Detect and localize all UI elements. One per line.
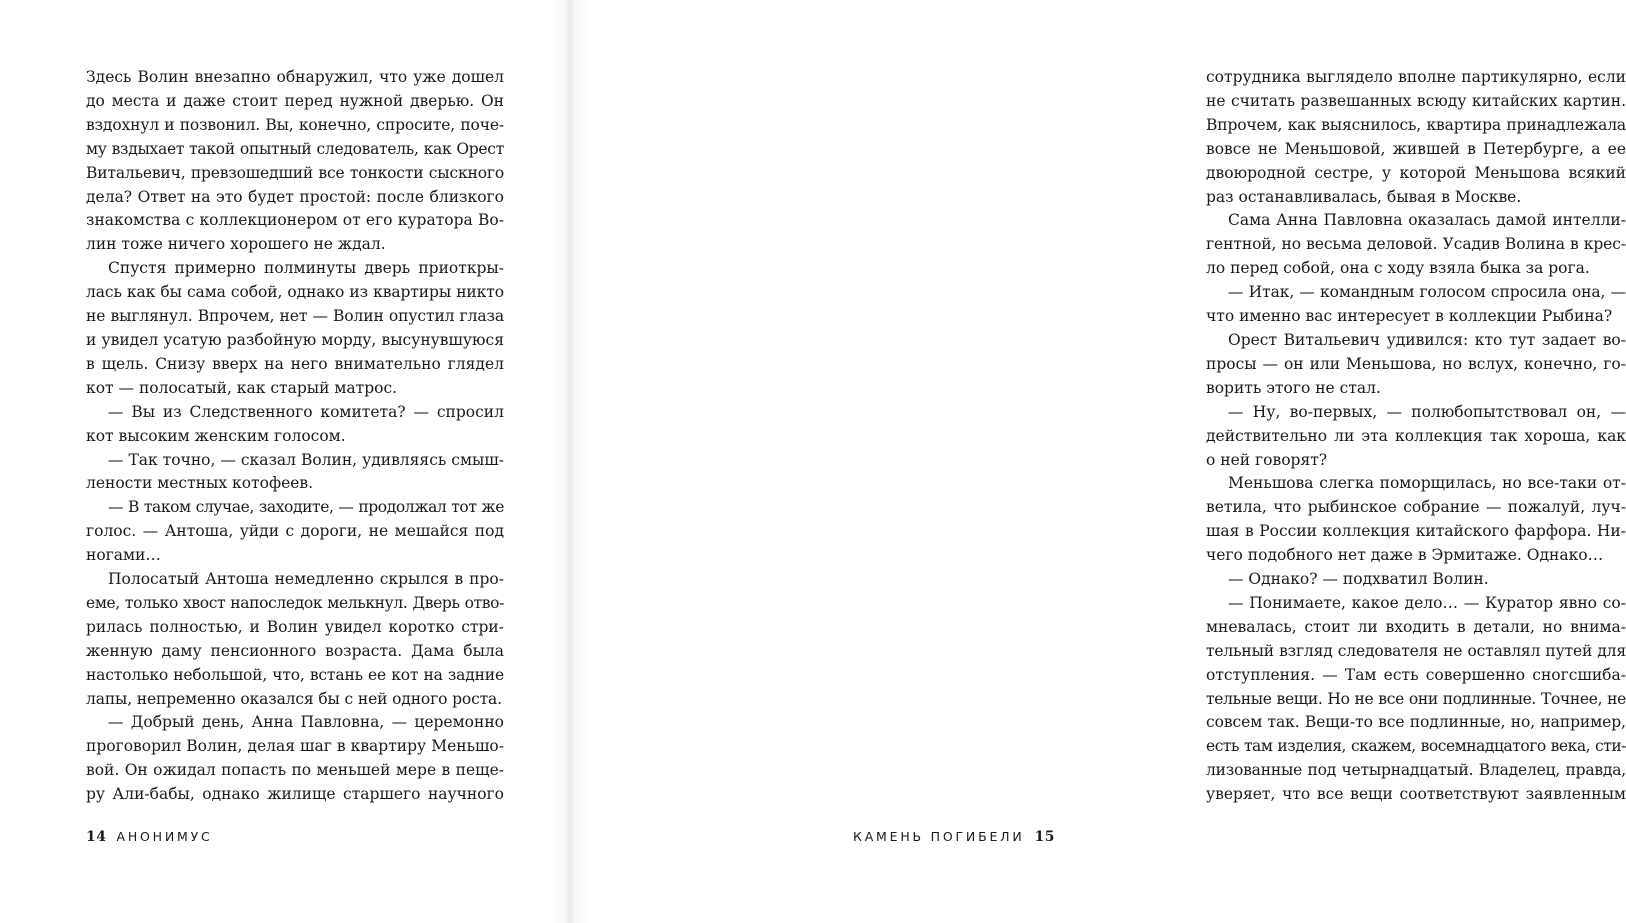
text-line: вой. Он ожидал попасть по меньшей мере в пеще- [86, 761, 504, 780]
right-page-text [1206, 66, 1626, 807]
text-line: есть там изделия, скажем, восемнадцатого века, сти- [1206, 737, 1626, 756]
text-line: уверяет, что все вещи соответствуют заявленным [1206, 785, 1626, 804]
text-line: — Понимаете, какое дело… — Куратор явно со- [1228, 593, 1626, 612]
running-head-title: КАМЕНЬ ПОГИБЕЛИ [853, 829, 1025, 844]
text-line: му вздыхает такой опытный следователь, как Орест [86, 139, 504, 158]
text-line: ногами… [86, 546, 161, 565]
text-line: — Итак, — командным голосом спросила она, — [1228, 283, 1626, 302]
text-line: тельный взгляд следователя не оставлял путей для [1206, 641, 1626, 660]
text-line: в щель. Снизу вверх на него внимательно глядел [86, 354, 504, 373]
page-number: 15 [1034, 829, 1055, 845]
text-line: — В таком случае, заходите, — продолжал тот же [108, 498, 504, 517]
left-page [0, 0, 570, 923]
text-line: не выглянул. Впрочем, нет — Волин опустил глаза [86, 307, 504, 326]
text-line: просы — он или Меньшова, но вслух, конечно, го- [1206, 354, 1626, 373]
text-line: — Добрый день, Анна Павловна, — церемонно [108, 713, 504, 732]
text-line: лась как бы сама собой, однако из квартиры никто [86, 283, 504, 302]
text-line: голос. — Антоша, уйди с дороги, не мешайся под [86, 522, 504, 541]
running-head-author: АНОНИМУС [116, 829, 213, 844]
text-line: — Однако? — подхватил Волин. [1228, 570, 1489, 589]
text-line: шая в России коллекция китайского фарфора. Ни- [1206, 522, 1626, 541]
text-line: Орест Витальевич удивился: кто тут задает во- [1228, 330, 1626, 349]
text-line: лености местных котофеев. [86, 474, 314, 493]
text-line: сотрудника выглядело вполне партикулярно, если [1206, 68, 1626, 86]
text-line: лин тоже ничего хорошего не ждал. [86, 235, 386, 254]
text-line: ру Али-бабы, однако жилище старшего научного [86, 785, 504, 804]
text-line: Спустя примерно полминуты дверь приоткры- [108, 259, 504, 278]
text-line: раз останавливалась, бывая в Москве. [1206, 187, 1522, 206]
text-line: — Ну, во-первых, — полюбопытствовал он, — [1228, 402, 1626, 421]
text-line: действительно ли эта коллекция так хороша, как [1206, 426, 1626, 445]
text-line: чего подобного нет даже в Эрмитаже. Однако… [1206, 546, 1604, 565]
text-line: о ней говорят? [1206, 450, 1328, 469]
text-line: женную даму пенсионного возраста. Дама была [86, 641, 504, 660]
text-line: Впрочем, как выяснилось, квартира принадлежала [1206, 115, 1626, 134]
text-line: до места и даже стоит перед нужной дверью. Он [86, 91, 504, 110]
text-line: знакомства с коллекционером от его куратора Во- [86, 211, 504, 230]
text-line: вздохнул и позвонил. Вы, конечно, спросите, поче- [86, 115, 504, 134]
text-line: тельные вещи. Но не все они подлинные. Точнее, не [1206, 689, 1626, 708]
text-line: еме, только хвост напоследок мелькнул. Дверь отво- [86, 593, 504, 612]
text-line: настолько небольшой, что, встань ее кот на задние [86, 665, 504, 684]
text-line: проговорил Волин, делая шаг в квартиру Меньшо- [86, 737, 504, 756]
page-number: 14 [86, 829, 107, 845]
text-line: мневалась, стоит ли входить в детали, но внима- [1206, 617, 1626, 636]
text-line: Здесь Волин внезапно обнаружил, что уже дошел [86, 68, 504, 86]
left-page-text [86, 66, 504, 807]
text-line: Витальевич, превзошедший все тонкости сыскного [86, 163, 504, 182]
text-line: лапы, непременно оказался бы с ней одного роста. [86, 689, 502, 708]
text-line: — Так точно, — сказал Волин, удивляясь смыш- [108, 450, 504, 469]
text-line: дела? Ответ на это будет простой: после близкого [86, 187, 504, 206]
text-line: не считать развешанных всюду китайских картин. [1206, 91, 1626, 110]
text-line: вовсе не Меньшовой, жившей в Петербурге, а ее [1206, 139, 1626, 158]
text-line: и увидел усатую разбойную морду, высунувшуюся [86, 330, 504, 349]
right-page-footer [853, 829, 1055, 845]
text-line: Полосатый Антоша немедленно скрылся в про- [108, 570, 504, 589]
text-line: кот — полосатый, как старый матрос. [86, 378, 398, 397]
left-page-footer [86, 829, 213, 845]
text-line: Меньшова слегка поморщилась, но все-таки от- [1228, 474, 1626, 493]
text-line: гентной, но весьма деловой. Усадив Волина в крес- [1206, 235, 1626, 254]
text-line: кот высоким женским голосом. [86, 426, 346, 445]
text-line: — Вы из Следственного комитета? — спросил [108, 402, 504, 421]
text-line: двоюродной сестре, у которой Меньшова всякий [1206, 163, 1626, 182]
text-line: ло перед собой, она с ходу взяла быка за рога. [1206, 259, 1590, 278]
text-line: Сама Анна Павловна оказалась дамой интелли- [1228, 211, 1626, 230]
text-line: отступления. — Там есть совершенно сногсшиба- [1206, 665, 1626, 684]
right-page [570, 0, 1626, 923]
text-line: лизованные под четырнадцатый. Владелец, правда, [1206, 761, 1626, 780]
text-line: что именно вас интересует в коллекции Рыбина? [1206, 307, 1613, 326]
text-line: ветила, что рыбинское собрание — пожалуй, луч- [1206, 498, 1626, 517]
text-line: рилась полностью, и Волин увидел коротко стри- [86, 617, 504, 636]
text-line: совсем так. Вещи-то все подлинные, но, например, [1206, 713, 1626, 732]
text-line: ворить этого не стал. [1206, 378, 1381, 397]
